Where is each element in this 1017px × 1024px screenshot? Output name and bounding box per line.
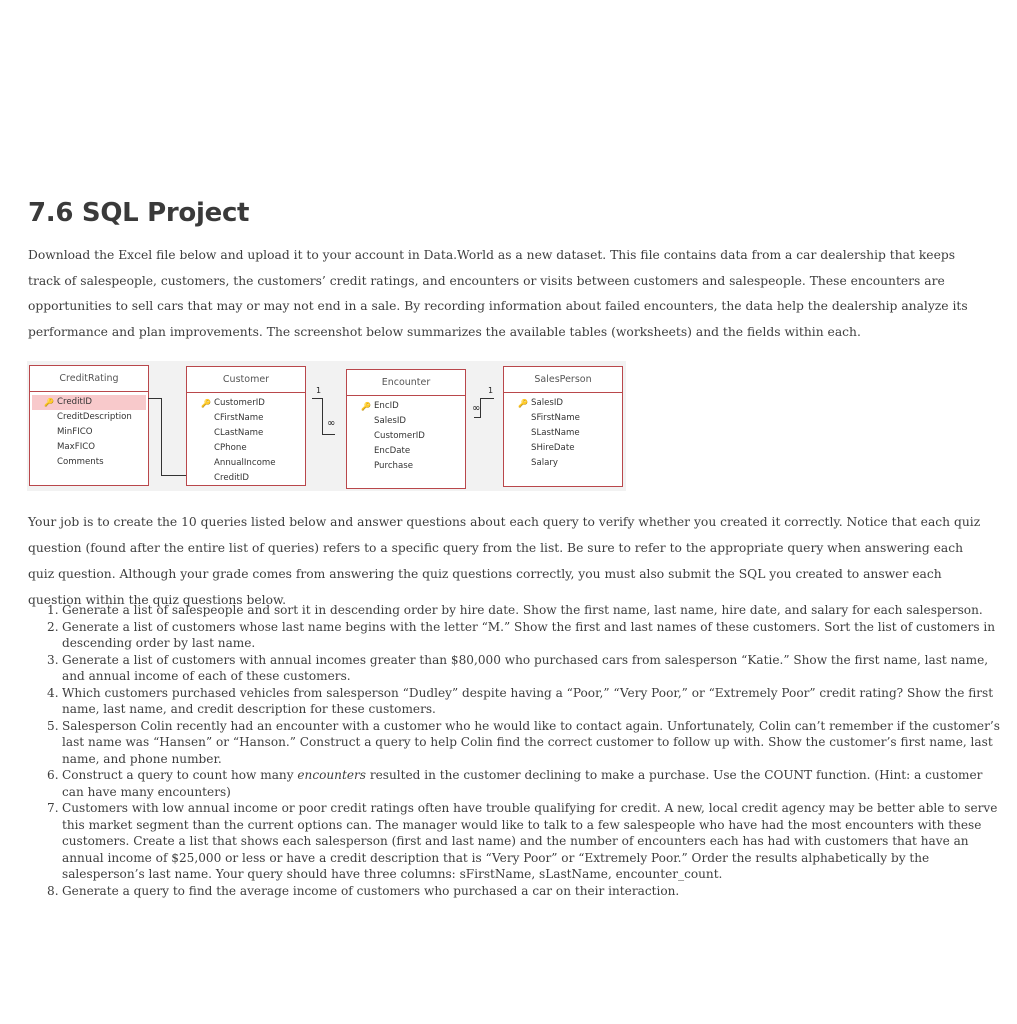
- field-row: 🔑 EncID: [347, 399, 465, 414]
- key-icon: 🔑: [361, 402, 371, 411]
- field-row: EncDate: [374, 446, 411, 456]
- relationship-diagram: [27, 361, 626, 491]
- field-row: CreditDescription: [57, 412, 132, 422]
- relation-line: [312, 398, 322, 399]
- field-row: 🔑 SalesID: [504, 396, 622, 411]
- table-header: CreditRating: [30, 366, 148, 392]
- list-item: 4. Which customers purchased vehicles from salesperson “Dudley” despite having a “Poor,” “Very Poor,” or “Extremely Poor” credit rating? Show the first name, last name, and credit description for these customers.: [47, 685, 994, 716]
- field-row: SalesID: [374, 416, 407, 426]
- table-creditrating: [29, 365, 149, 486]
- field-row: CPhone: [214, 443, 247, 453]
- field-row: SLastName: [531, 428, 580, 438]
- list-item: 5. Salesperson Colin recently had an encounter with a customer who he would like to contact again. Unfortunately, Colin can’t remember if the customer’s last name was “Hansen” or “Hanson.” Construct a query to help Colin find the correct customer to follow up with. Show the customer’s first name, last name, and phone number.: [47, 718, 1000, 766]
- page-title: 7.6 SQL Project: [28, 198, 250, 228]
- relation-many-label: ∞: [327, 418, 336, 429]
- table-salesperson: [503, 366, 623, 487]
- relation-line: [322, 398, 323, 434]
- table-header: Customer: [187, 367, 305, 393]
- relation-line: [480, 398, 481, 418]
- instructions-paragraph: Your job is to create the 10 queries listed below and answer questions about each query to verify whether you created it correctly. Notice that each quiz question (found after the entire list of queries) refers to a specific query from the list. Be sure to refer to the appropriate query when answering each quiz question. Although your grade comes from answering the quiz questions correctly, you must also submit the SQL you created to answer each question within the quiz questions below.: [28, 515, 981, 607]
- table-customer: [186, 366, 306, 486]
- query-list: [47, 602, 1006, 900]
- relation-one-label: 1: [316, 386, 322, 395]
- list-item: 1. Generate a list of salespeople and sort it in descending order by hire date. Show the first name, last name, hire date, and salary for each salesperson.: [47, 603, 983, 617]
- list-item: 3. Generate a list of customers with annual incomes greater than $80,000 who purchased cars from salesperson “Katie.” Show the first name, last name, and annual income of each of these customers.: [47, 652, 989, 683]
- relation-line: [148, 398, 161, 399]
- field-row: MaxFICO: [57, 442, 96, 452]
- field-row: CLastName: [214, 428, 264, 438]
- field-row: Comments: [57, 457, 104, 467]
- field-row: AnnualIncome: [214, 458, 276, 468]
- field-row: SFirstName: [531, 413, 580, 423]
- table-header: Encounter: [347, 370, 465, 396]
- relation-line: [322, 434, 335, 435]
- key-icon: 🔑: [201, 399, 211, 408]
- relation-line: [161, 475, 186, 476]
- field-row: Purchase: [374, 461, 414, 471]
- field-row: MinFICO: [57, 427, 93, 437]
- relation-line: [161, 398, 162, 475]
- list-item: 7. Customers with low annual income or poor credit ratings often have trouble qualifying for credit. A new, local credit agency may be better able to serve this market segment than the current options can. The manager would like to talk to a few salespeople who have had the most encounters with these customers. Create a list that shows each salesperson (first and last name) and the number of encounters each has had with customers that have an annual income of $25,000 or less or have a credit description that is “Very Poor” or “Extremely Poor.” Order the results alphabetically by the salesperson’s last name. Your query should have three columns: sFirstName, sLastName, encounter_count.: [47, 801, 998, 881]
- list-item: 8. Generate a query to find the average income of customers who purchased a car on their interaction.: [47, 883, 680, 898]
- field-row: CFirstName: [214, 413, 264, 423]
- field-row: CustomerID: [374, 431, 425, 441]
- relation-one-label: 1: [488, 386, 494, 395]
- table-header: SalesPerson: [504, 367, 622, 393]
- field-row: Salary: [531, 458, 558, 468]
- relation-many-label: ∞: [472, 403, 481, 414]
- key-icon: 🔑: [44, 398, 54, 407]
- field-row: SHireDate: [531, 443, 575, 453]
- field-row: 🔑 CreditID: [32, 395, 146, 410]
- key-icon: 🔑: [518, 399, 528, 408]
- list-item: 2. Generate a list of customers whose last name begins with the letter “M.” Show the first and last names of these customers. Sort the list of customers in descending order by last name.: [47, 619, 996, 650]
- intro-paragraph: Download the Excel file below and upload it to your account in Data.World as a new dataset. This file contains data from a car dealership that keeps track of salespeople, customers, the customers’ credit ratings, and encounters or visits between customers and salespeople. These encounters are opportunities to sell cars that may or may not end in a sale. By recording information about failed encounters, the data help the dealership analyze its performance and plan improvements. The screenshot below summarizes the available tables (worksheets) and the fields within each.: [28, 248, 968, 339]
- table-encounter: [346, 369, 466, 489]
- relation-line: [480, 398, 494, 399]
- field-row: 🔑 CustomerID: [187, 396, 305, 411]
- list-item: 6. Construct a query to count how many encounters resulted in the customer declining to make a purchase. Use the COUNT function. (Hint: a customer can have many encounters): [47, 768, 983, 799]
- field-row: CreditID: [214, 473, 249, 483]
